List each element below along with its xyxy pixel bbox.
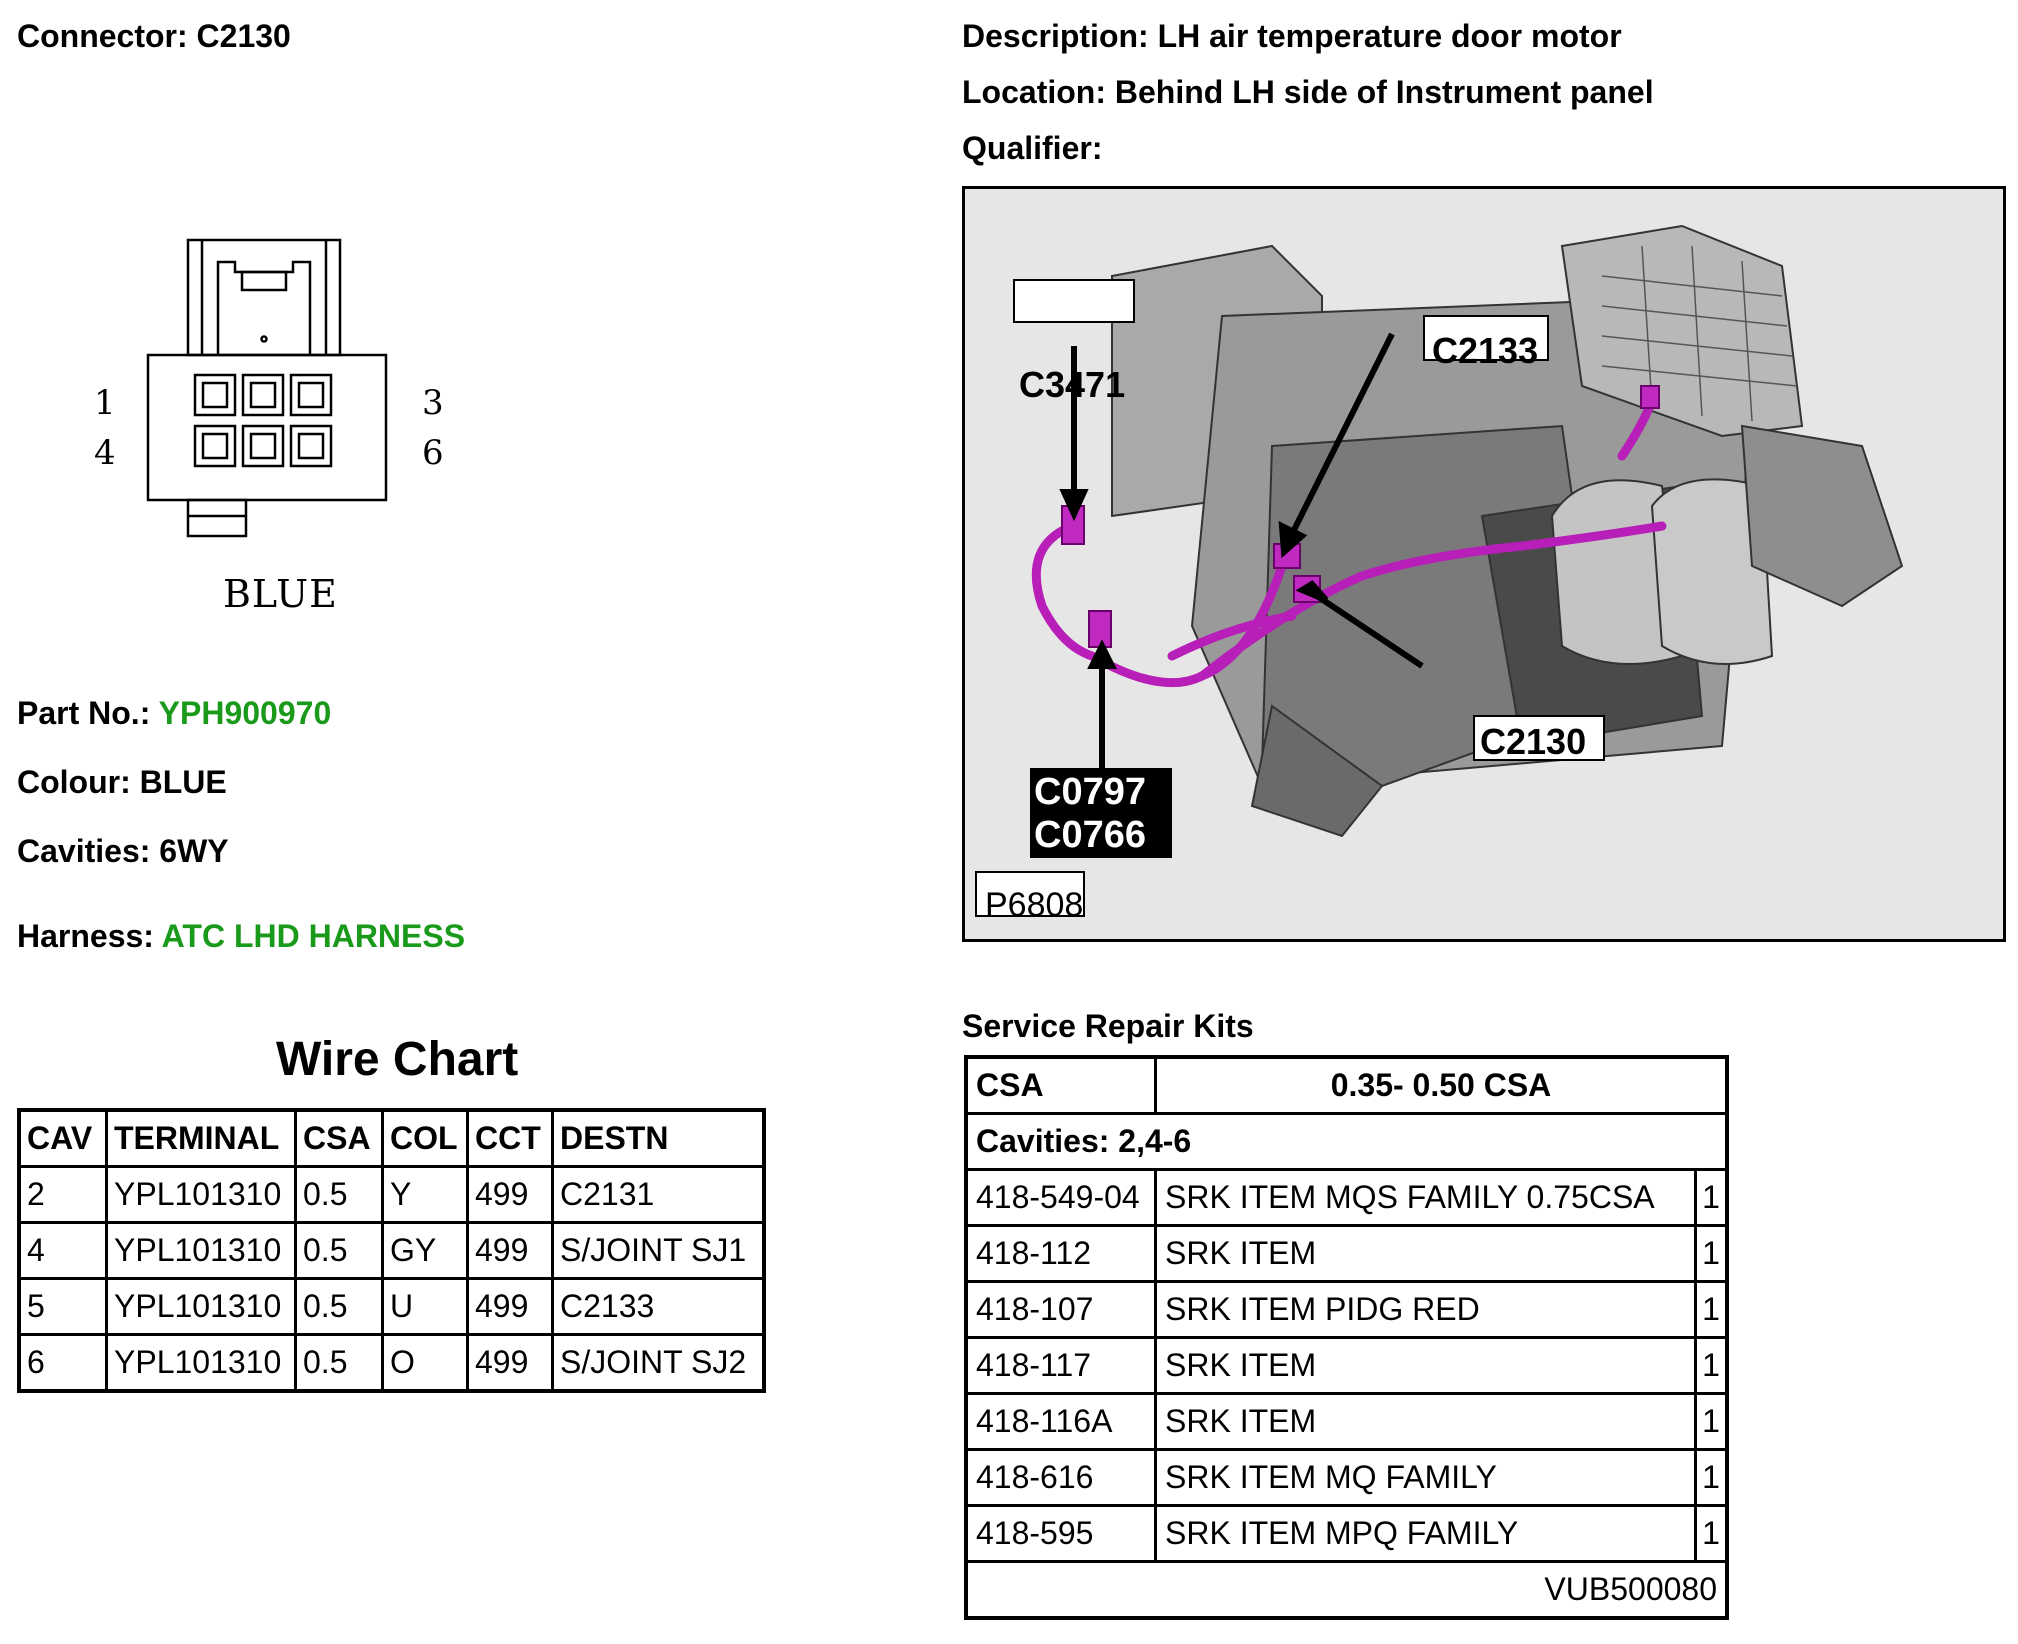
srk-footer-row bbox=[966, 1562, 1727, 1619]
srk-part-no: 418-549-04 bbox=[966, 1170, 1156, 1226]
wc-cell: 0.5 bbox=[296, 1279, 383, 1335]
wc-cell: 4 bbox=[19, 1223, 107, 1279]
harness-value: ATC LHD HARNESS bbox=[161, 918, 466, 954]
connector-color-text: BLUE bbox=[223, 572, 338, 616]
qualifier-label: Qualifier: bbox=[962, 130, 1103, 166]
srk-part-no: 418-616 bbox=[966, 1450, 1156, 1506]
srk-part-no: 418-112 bbox=[966, 1226, 1156, 1282]
wc-cell: 499 bbox=[468, 1335, 553, 1392]
table-row bbox=[966, 1450, 1727, 1506]
wc-cell: 2 bbox=[19, 1167, 107, 1223]
wc-cell: 499 bbox=[468, 1167, 553, 1223]
pin-label-4: 4 bbox=[94, 433, 116, 473]
harness-line bbox=[17, 918, 465, 954]
table-row bbox=[19, 1223, 764, 1279]
srk-qty: 1 bbox=[1696, 1394, 1728, 1450]
wc-cell: 6 bbox=[19, 1335, 107, 1392]
wire-chart-title: Wire Chart bbox=[276, 1033, 519, 1086]
wc-cell: C2133 bbox=[553, 1279, 765, 1335]
wc-cell: 499 bbox=[468, 1279, 553, 1335]
srk-csa-header: CSA bbox=[966, 1057, 1156, 1114]
colour-label: Colour: BLUE bbox=[17, 764, 227, 800]
wc-header: CSA bbox=[296, 1110, 383, 1167]
srk-description: SRK ITEM MPQ FAMILY bbox=[1156, 1506, 1696, 1562]
srk-description: SRK ITEM MQS FAMILY 0.75CSA bbox=[1156, 1170, 1696, 1226]
wc-cell: 0.5 bbox=[296, 1335, 383, 1392]
table-row bbox=[966, 1394, 1727, 1450]
srk-qty: 1 bbox=[1696, 1282, 1728, 1338]
callout-c0797: C0797 bbox=[1034, 771, 1146, 813]
wc-cell: 499 bbox=[468, 1223, 553, 1279]
srk-part-no: 418-117 bbox=[966, 1338, 1156, 1394]
srk-description: SRK ITEM bbox=[1156, 1394, 1696, 1450]
pin-label-1: 1 bbox=[94, 383, 116, 423]
harness-label: Harness: bbox=[17, 918, 154, 954]
srk-footer: VUB500080 bbox=[966, 1562, 1727, 1619]
srk-header-row bbox=[966, 1057, 1727, 1114]
srk-part-no: 418-107 bbox=[966, 1282, 1156, 1338]
description-label: Description: LH air temperature door motor bbox=[962, 18, 1622, 54]
photo-ref: P6808 bbox=[985, 886, 1084, 924]
cavities-label: Cavities: 6WY bbox=[17, 833, 229, 869]
part-no-value: YPH900970 bbox=[158, 695, 332, 731]
srk-cavities-row bbox=[966, 1114, 1727, 1170]
wc-cell: YPL101310 bbox=[107, 1167, 296, 1223]
callout-c2130: C2130 bbox=[1480, 721, 1587, 762]
wc-cell: YPL101310 bbox=[107, 1279, 296, 1335]
srk-qty: 1 bbox=[1696, 1450, 1728, 1506]
part-no-line bbox=[17, 695, 331, 731]
table-row bbox=[19, 1167, 764, 1223]
srk-qty: 1 bbox=[1696, 1506, 1728, 1562]
table-row bbox=[966, 1506, 1727, 1562]
srk-part-no: 418-595 bbox=[966, 1506, 1156, 1562]
wc-cell: Y bbox=[383, 1167, 468, 1223]
wc-cell: S/JOINT SJ1 bbox=[553, 1223, 765, 1279]
srk-description: SRK ITEM bbox=[1156, 1226, 1696, 1282]
srk-part-no: 418-116A bbox=[966, 1394, 1156, 1450]
wc-header: CCT bbox=[468, 1110, 553, 1167]
srk-description: SRK ITEM MQ FAMILY bbox=[1156, 1450, 1696, 1506]
wc-cell: U bbox=[383, 1279, 468, 1335]
connector-c0797-marker bbox=[1089, 611, 1111, 647]
srk-title: Service Repair Kits bbox=[962, 1008, 1254, 1044]
part-no-label: Part No.: bbox=[17, 695, 151, 731]
wc-cell: 0.5 bbox=[296, 1223, 383, 1279]
wc-cell: 5 bbox=[19, 1279, 107, 1335]
connector-body bbox=[148, 355, 386, 500]
wc-cell: S/JOINT SJ2 bbox=[553, 1335, 765, 1392]
table-row bbox=[966, 1338, 1727, 1394]
wc-cell: YPL101310 bbox=[107, 1223, 296, 1279]
srk-description: SRK ITEM bbox=[1156, 1338, 1696, 1394]
wire-chart-table bbox=[17, 1108, 766, 1393]
callout-c0766: C0766 bbox=[1034, 814, 1146, 856]
table-row bbox=[966, 1226, 1727, 1282]
srk-qty: 1 bbox=[1696, 1226, 1728, 1282]
location-label: Location: Behind LH side of Instrument panel bbox=[962, 74, 1654, 110]
callout-c2133: C2133 bbox=[1432, 330, 1539, 371]
wc-header: COL bbox=[383, 1110, 468, 1167]
wc-header: DESTN bbox=[553, 1110, 765, 1167]
wc-cell: GY bbox=[383, 1223, 468, 1279]
wc-header: CAV bbox=[19, 1110, 107, 1167]
wc-cell: C2131 bbox=[553, 1167, 765, 1223]
table-row bbox=[966, 1170, 1727, 1226]
table-row bbox=[966, 1282, 1727, 1338]
wc-cell: O bbox=[383, 1335, 468, 1392]
table-row bbox=[19, 1279, 764, 1335]
callout-c3471: C3471 bbox=[1019, 364, 1126, 405]
srk-cavities: Cavities: 2,4-6 bbox=[966, 1114, 1727, 1170]
srk-csa-value: 0.35- 0.50 CSA bbox=[1156, 1057, 1728, 1114]
srk-table bbox=[964, 1055, 1729, 1620]
srk-description: SRK ITEM PIDG RED bbox=[1156, 1282, 1696, 1338]
wire-chart-header-row bbox=[19, 1110, 764, 1167]
pin-label-3: 3 bbox=[422, 383, 444, 423]
wc-header: TERMINAL bbox=[107, 1110, 296, 1167]
wc-cell: 0.5 bbox=[296, 1167, 383, 1223]
srk-qty: 1 bbox=[1696, 1170, 1728, 1226]
srk-qty: 1 bbox=[1696, 1338, 1728, 1394]
connector-label: Connector: C2130 bbox=[17, 18, 291, 54]
table-row bbox=[19, 1335, 764, 1392]
connector-face-diagram bbox=[140, 230, 440, 550]
wc-cell: YPL101310 bbox=[107, 1335, 296, 1392]
pin-label-6: 6 bbox=[422, 433, 444, 473]
